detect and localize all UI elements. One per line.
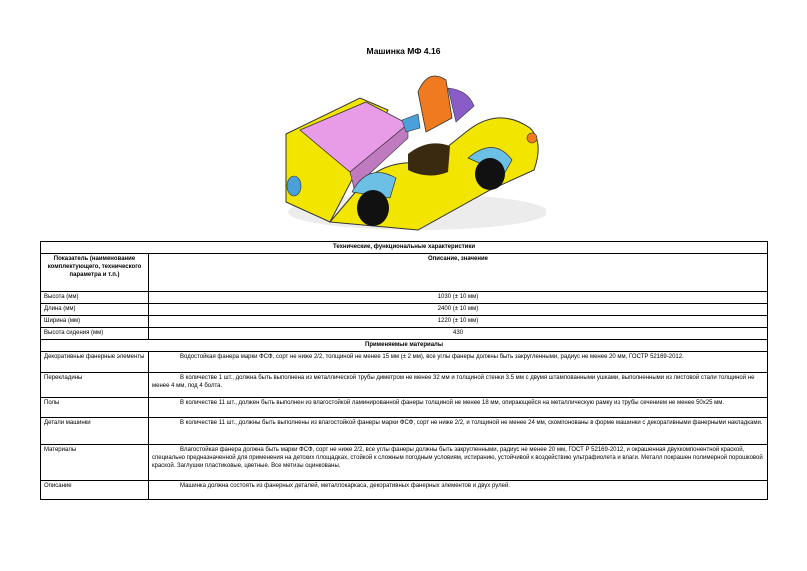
spec-table bbox=[40, 241, 768, 500]
row-label: Детали машинки bbox=[41, 418, 149, 445]
row-label: Полы bbox=[41, 398, 149, 418]
table-row bbox=[41, 292, 768, 304]
table-row bbox=[41, 373, 768, 398]
seat-cutout bbox=[408, 143, 450, 175]
headlight bbox=[527, 133, 537, 143]
section-characteristics: Технические, функциональные характеристики bbox=[41, 242, 768, 254]
table-row bbox=[41, 481, 768, 500]
document-title: Машинка МФ 4.16 bbox=[366, 46, 441, 56]
row-label: Длина (мм) bbox=[41, 304, 149, 316]
row-label: Ширина (мм) bbox=[41, 316, 149, 328]
rear-wheel bbox=[357, 190, 389, 226]
row-label: Высота (мм) bbox=[41, 292, 149, 304]
row-description: Влагостойкая фанера должна быть марки ФСФ, сорт не ниже 2/2, все углы фанеры должны быть закругленными, радиус не менее 20 мм, ГОСТ Р 52169-2012, и окрашенная двухкомпонентной краской, специально предназначенной для применения на детских площадках, стойкой к сложным погодным условиям, истиранию, устойчивой к воздействию ультрафиолета и влаги. Металл покрашен полимерной порошковой краской. Заглушки пластиковые, цветные. Все метизы оцинкованы. bbox=[149, 445, 768, 481]
row-description: Водостойкая фанера марки ФСФ, сорт не ниже 2/2, толщиной не менее 15 мм (± 2 мм), все углы фанеры должны быть закругленными, радиус не менее 20 мм, ГОСТР 52169-2012. bbox=[149, 352, 768, 373]
table-row bbox=[41, 316, 768, 328]
row-label: Высота сидения (мм) bbox=[41, 328, 149, 340]
col-header-description: Описание, значение bbox=[149, 254, 768, 292]
table-row bbox=[41, 304, 768, 316]
row-value: 1030 (± 10 мм) bbox=[149, 292, 768, 304]
section-materials: Применяемые материалы bbox=[41, 340, 768, 352]
row-value: 1220 (± 10 мм) bbox=[149, 316, 768, 328]
table-row bbox=[41, 445, 768, 481]
row-value: 2400 (± 10 мм) bbox=[149, 304, 768, 316]
backrest bbox=[418, 76, 452, 132]
table-row bbox=[41, 418, 768, 445]
row-value: 430 bbox=[149, 328, 768, 340]
row-label: Материалы bbox=[41, 445, 149, 481]
row-label: Описание bbox=[41, 481, 149, 500]
row-description: В количестве 11 шт., должны быть выполнены из влагостойкой фанеры марки ФСФ, сорт не ниже 2/2, и толщиной не менее 24 мм, скомпонованы в форме машинки с декоративными фанерными накладками. bbox=[149, 418, 768, 445]
col-header-indicator: Показатель (наименование комплектующего, технического параметра и т.п.) bbox=[41, 254, 149, 292]
front-wheel bbox=[475, 158, 505, 190]
row-description: В количестве 1 шт., должна быть выполнена из металлической трубы диметром не менее 32 мм и толщиной стенки 3.5 мм с двумя штампованными ушками, выполненными из листовой стали толщиной не менее 4 мм, под 4 болта. bbox=[149, 373, 768, 398]
row-description: В количестве 11 шт., должен быть выполнен из влагостойкой ламинированной фанеры толщиной не менее 18 мм, опирающейся на металлическую рамку из трубы сечением не менее 50х25 мм. bbox=[149, 398, 768, 418]
row-label: Декоративные фанерные элементы bbox=[41, 352, 149, 373]
row-description: Машинка должна состоять из фанерных деталей, металлокаркаса, декоративных фанерных элементов и двух рулей. bbox=[149, 481, 768, 500]
table-row bbox=[41, 352, 768, 373]
row-label: Перекладины bbox=[41, 373, 149, 398]
side-decor bbox=[287, 176, 301, 196]
table-row bbox=[41, 328, 768, 340]
table-row bbox=[41, 398, 768, 418]
toy-car-illustration bbox=[268, 62, 546, 234]
